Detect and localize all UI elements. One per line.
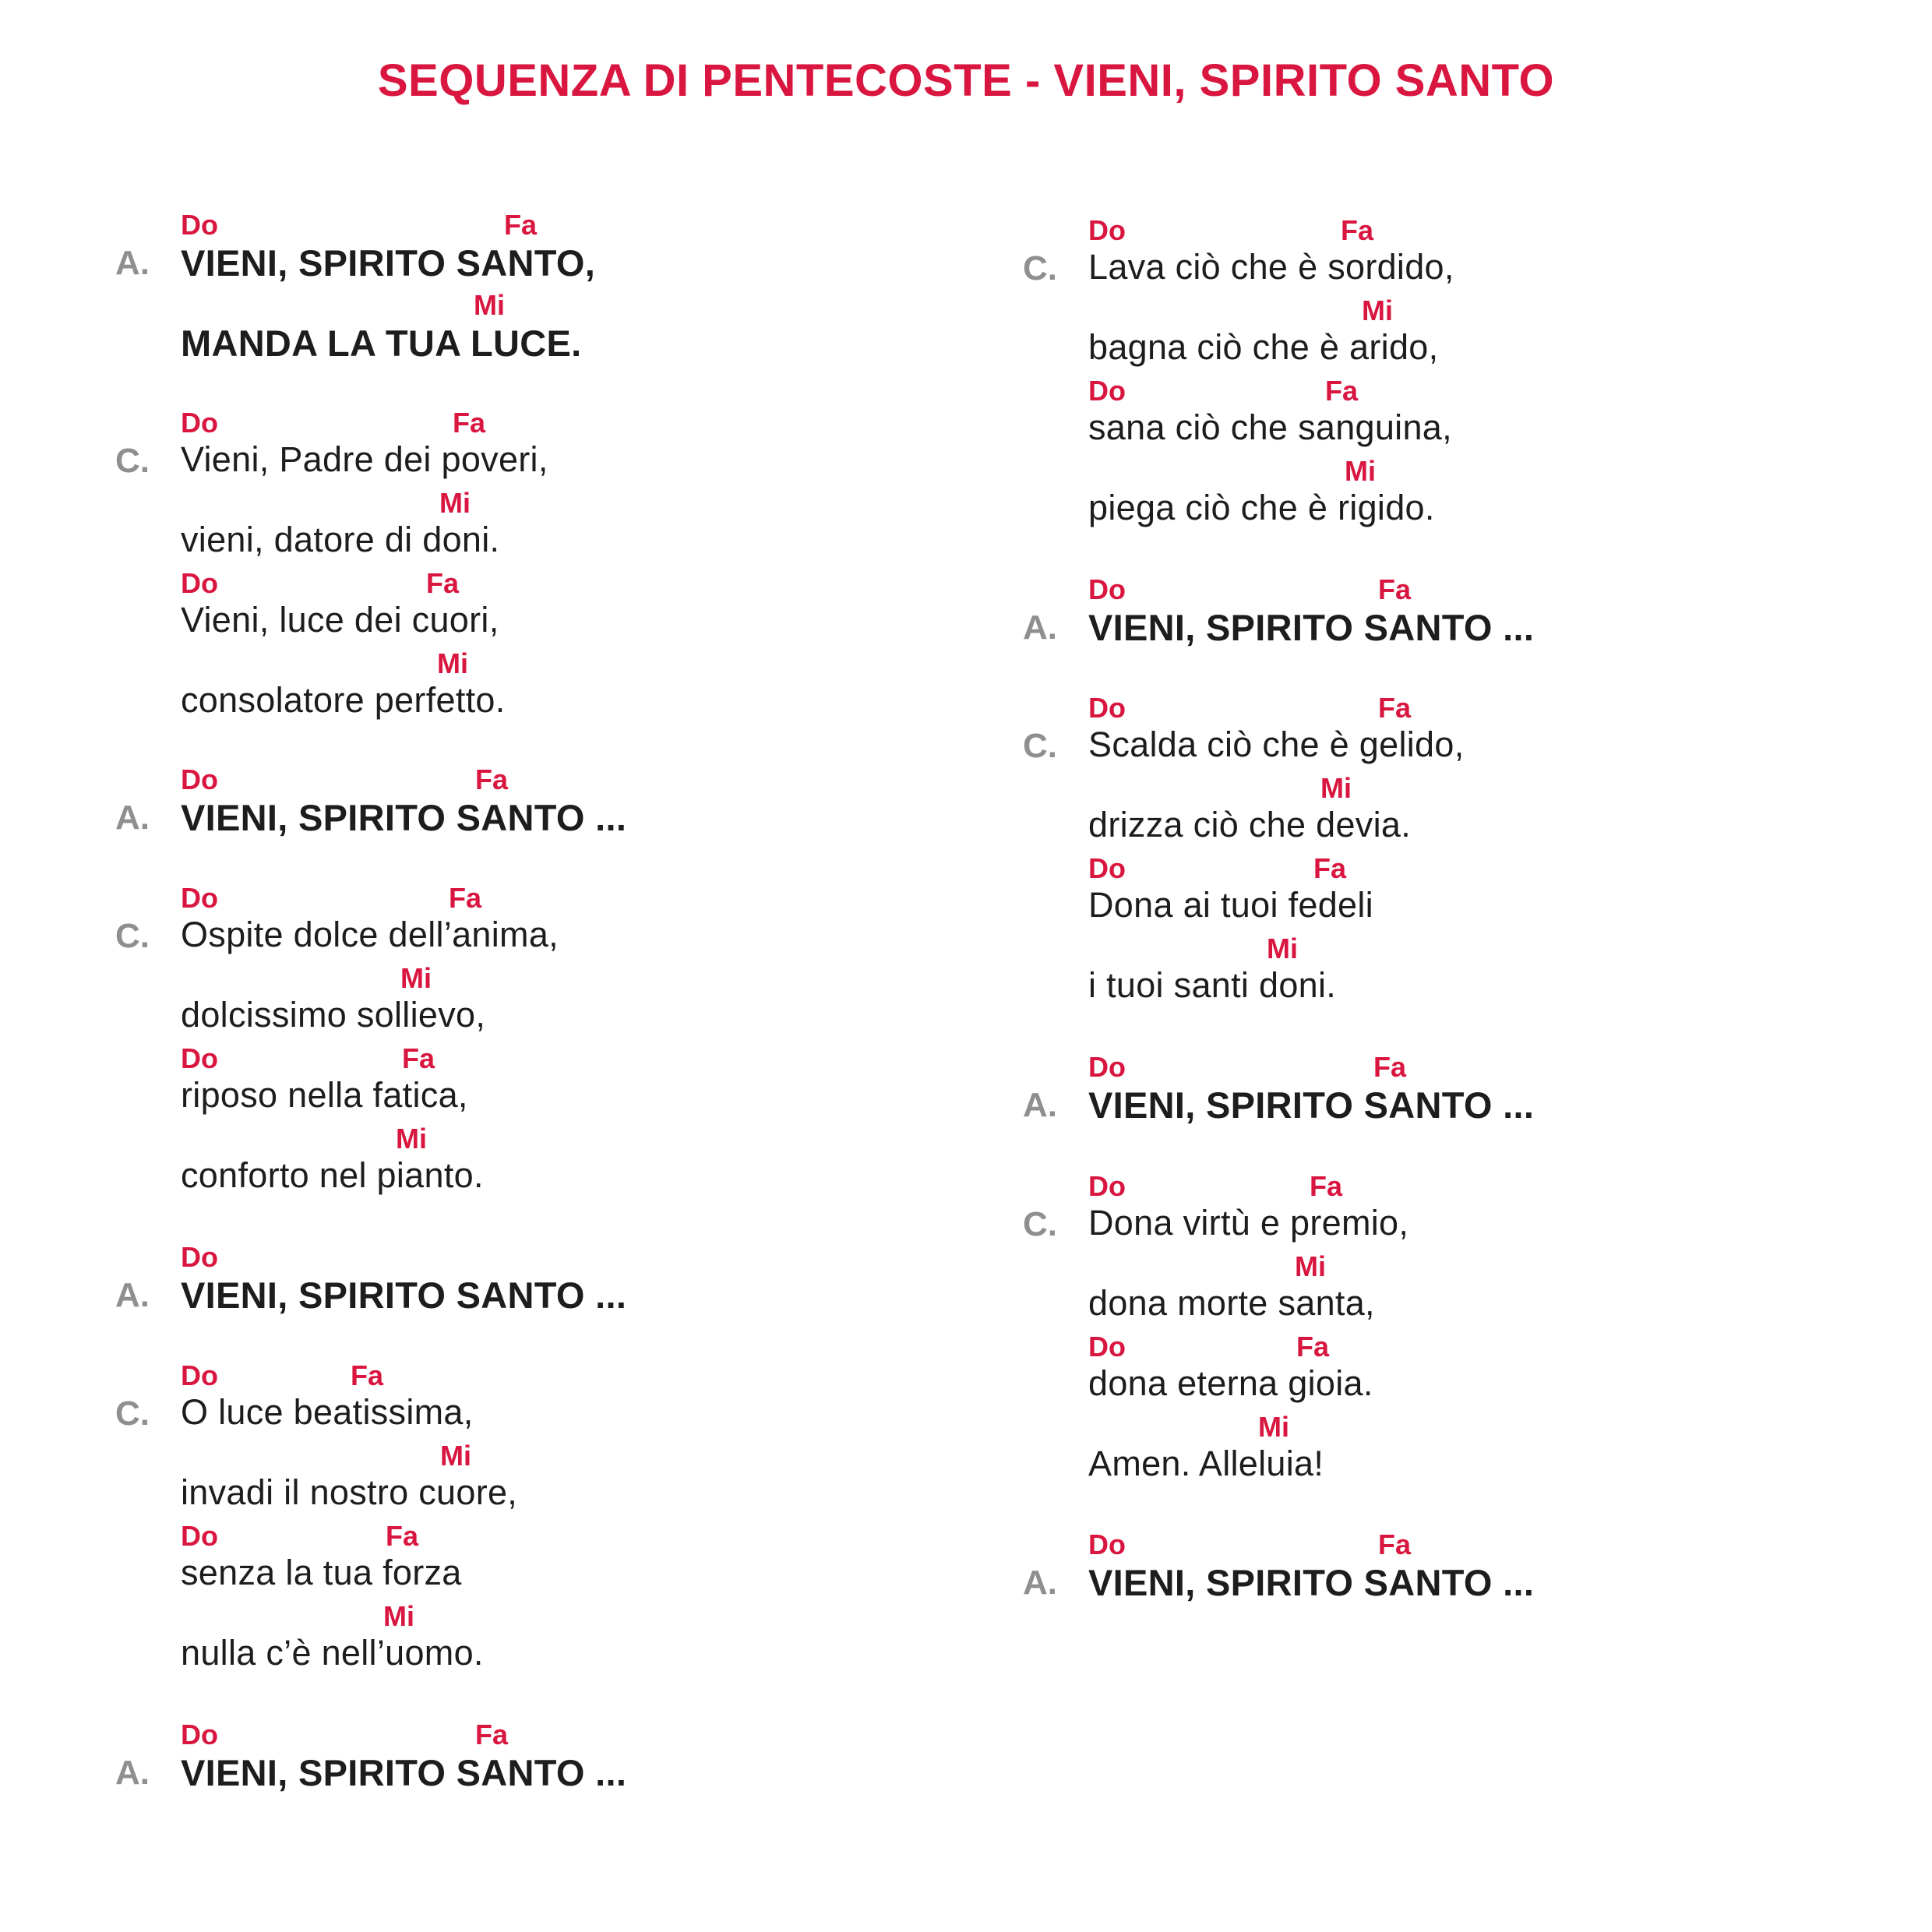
chord-do: Do	[181, 1719, 218, 1750]
chord-do: Do	[1088, 852, 1126, 884]
chord-fa: Fa	[1341, 214, 1374, 246]
chord-mi: Mi	[1320, 772, 1352, 804]
chord-do: Do	[181, 407, 218, 439]
verse-text: vieni, datore di doni.	[181, 520, 500, 559]
chord-row	[1088, 1051, 1867, 1082]
chord-do: Do	[181, 882, 218, 914]
verse-block	[908, 1170, 1842, 1483]
chord-mi: Mi	[1295, 1250, 1326, 1282]
chord-mi: Mi	[1258, 1411, 1289, 1443]
chord-row	[1088, 772, 1867, 803]
cantor-role-label: C.	[1023, 727, 1057, 765]
chord-fa: Fa	[1378, 692, 1412, 724]
cantor-role-label: C.	[115, 1394, 150, 1433]
chord-row	[181, 763, 960, 795]
chord-fa: Fa	[504, 209, 538, 241]
chord-row	[1088, 294, 1867, 326]
verse-block	[0, 209, 935, 388]
chord-mi: Mi	[400, 962, 432, 994]
verse-block	[908, 214, 1842, 527]
chord-row	[1088, 692, 1867, 723]
lyric-line	[181, 1241, 960, 1321]
cantor-role-label: C.	[1023, 249, 1057, 287]
chord-row	[181, 487, 960, 518]
chord-fa: Fa	[1373, 1051, 1407, 1083]
verse-block	[0, 1719, 935, 1898]
assembly-role-label: A.	[115, 1276, 150, 1314]
chord-do: Do	[181, 1042, 218, 1074]
chord-row	[181, 567, 960, 598]
chord-row	[181, 289, 960, 320]
chord-row	[181, 962, 960, 993]
chord-fa: Fa	[1296, 1331, 1330, 1363]
chord-mi: Mi	[437, 647, 468, 679]
refrain-text: VIENI, SPIRITO SANTO ...	[1088, 1562, 1535, 1603]
lyric-line	[1088, 1250, 1867, 1331]
lyric-line	[181, 763, 960, 844]
assembly-role-label: A.	[115, 799, 150, 837]
chord-do: Do	[181, 209, 218, 241]
verse-text: Vieni, Padre dei poveri,	[181, 439, 548, 479]
chord-row	[181, 882, 960, 913]
chord-row	[1088, 375, 1867, 406]
chord-row	[181, 1600, 960, 1631]
lyric-line	[1088, 933, 1867, 1013]
chord-row	[181, 1359, 960, 1391]
verse-text: consolatore perfetto.	[181, 680, 506, 720]
chord-fa: Fa	[453, 407, 486, 439]
chord-fa: Fa	[1310, 1170, 1343, 1202]
verse-block	[0, 407, 935, 720]
chord-row	[1088, 214, 1867, 245]
lyric-line	[181, 567, 960, 647]
verse-text: dolcissimo sollievo,	[181, 995, 486, 1035]
lyric-line	[1088, 214, 1867, 294]
verse-text: sana ciò che sanguina,	[1088, 407, 1452, 447]
chord-mi: Mi	[1267, 933, 1298, 964]
lyric-line	[1088, 692, 1867, 772]
verse-text: Scalda ciò che è gelido,	[1088, 724, 1465, 764]
chord-do: Do	[1088, 214, 1126, 246]
chord-do: Do	[181, 1241, 218, 1273]
chord-mi: Mi	[440, 1440, 471, 1472]
chord-do: Do	[1088, 573, 1126, 605]
lyric-line	[1088, 1528, 1867, 1609]
chord-fa: Fa	[449, 882, 482, 914]
verse-block	[908, 692, 1842, 1005]
chord-row	[1088, 455, 1867, 486]
refrain-text: VIENI, SPIRITO SANTO ...	[181, 1752, 627, 1793]
lyric-line	[181, 1719, 960, 1799]
verse-block	[0, 1359, 935, 1673]
lyric-line	[181, 1600, 960, 1680]
chord-row	[1088, 933, 1867, 964]
verse-text: dona morte santa,	[1088, 1283, 1375, 1323]
chord-row	[181, 1042, 960, 1074]
lyric-line	[181, 882, 960, 962]
chord-mi: Mi	[383, 1600, 414, 1632]
chord-mi: Mi	[396, 1123, 427, 1155]
refrain-text: MANDA LA TUA LUCE.	[181, 323, 582, 364]
assembly-role-label: A.	[1023, 1564, 1057, 1602]
refrain-text: VIENI, SPIRITO SANTO ...	[1088, 607, 1535, 648]
lyric-line	[1088, 1051, 1867, 1131]
lyric-line	[181, 209, 960, 289]
chord-row	[181, 647, 960, 679]
lyric-line	[1088, 1331, 1867, 1411]
lyric-line	[181, 407, 960, 487]
chord-row	[1088, 1170, 1867, 1201]
chord-row	[1088, 1411, 1867, 1442]
chord-row	[181, 1123, 960, 1154]
chord-fa: Fa	[475, 763, 509, 795]
chord-fa: Fa	[1378, 573, 1412, 605]
chord-do: Do	[1088, 1528, 1126, 1560]
verse-text: riposo nella fatica,	[181, 1075, 468, 1115]
chord-do: Do	[181, 1359, 218, 1391]
lyric-line	[181, 1440, 960, 1520]
verse-text: Dona ai tuoi fedeli	[1088, 885, 1373, 925]
verse-text: Ospite dolce dell’anima,	[181, 915, 559, 954]
chord-do: Do	[1088, 1170, 1126, 1202]
verse-text: Vieni, luce dei cuori,	[181, 600, 499, 640]
verse-text: piega ciò che è rigido.	[1088, 488, 1435, 527]
assembly-role-label: A.	[115, 244, 150, 282]
lyric-line	[1088, 375, 1867, 455]
chord-row	[181, 1719, 960, 1750]
chord-fa: Fa	[1325, 375, 1359, 407]
chord-do: Do	[1088, 692, 1126, 724]
chord-mi: Mi	[1345, 455, 1376, 487]
lyric-line	[1088, 294, 1867, 375]
verse-text: Amen. Alleluia!	[1088, 1444, 1324, 1483]
chord-row	[1088, 1250, 1867, 1282]
chord-row	[1088, 1331, 1867, 1362]
chord-do: Do	[1088, 375, 1126, 407]
verse-text: conforto nel pianto.	[181, 1155, 484, 1195]
lyric-line	[1088, 1411, 1867, 1491]
chord-row	[1088, 852, 1867, 883]
verse-block	[908, 1528, 1842, 1708]
chord-mi: Mi	[439, 487, 471, 519]
chord-row	[1088, 573, 1867, 605]
chord-do: Do	[181, 1520, 218, 1552]
refrain-text: VIENI, SPIRITO SANTO ...	[181, 1274, 627, 1316]
lyric-line	[1088, 455, 1867, 535]
cantor-role-label: C.	[115, 917, 150, 955]
lyric-line	[1088, 573, 1867, 654]
refrain-text: VIENI, SPIRITO SANTO ...	[1088, 1084, 1535, 1126]
lyric-line	[181, 1359, 960, 1440]
chord-fa: Fa	[386, 1520, 419, 1552]
verse-text: i tuoi santi doni.	[1088, 965, 1337, 1005]
verse-text: Dona virtù e premio,	[1088, 1203, 1409, 1243]
lyric-line	[181, 1042, 960, 1123]
cantor-role-label: C.	[1023, 1205, 1057, 1243]
verse-text: Lava ciò che è sordido,	[1088, 247, 1454, 287]
verse-text: dona eterna gioia.	[1088, 1363, 1373, 1403]
lyric-line	[181, 647, 960, 728]
verse-text: bagna ciò che è arido,	[1088, 327, 1439, 367]
lyric-line	[181, 1520, 960, 1600]
lyric-line	[181, 289, 960, 369]
chord-mi: Mi	[474, 289, 505, 321]
chord-fa: Fa	[475, 1719, 509, 1750]
verse-text: senza la tua forza	[181, 1553, 462, 1592]
verse-text: nulla c’è nell’uomo.	[181, 1633, 484, 1673]
lyric-line	[181, 962, 960, 1042]
chord-do: Do	[181, 567, 218, 599]
verse-text: invadi il nostro cuore,	[181, 1472, 518, 1512]
chord-row	[181, 1520, 960, 1551]
page-title: SEQUENZA DI PENTECOSTE - VIENI, SPIRITO SANTO	[377, 55, 1555, 106]
chord-row	[1088, 1528, 1867, 1560]
assembly-role-label: A.	[1023, 608, 1057, 647]
refrain-text: VIENI, SPIRITO SANTO ...	[181, 797, 627, 838]
refrain-text: VIENI, SPIRITO SANTO,	[181, 242, 596, 284]
chord-fa: Fa	[1378, 1528, 1412, 1560]
chord-fa: Fa	[426, 567, 460, 599]
assembly-role-label: A.	[115, 1754, 150, 1792]
chord-fa: Fa	[1313, 852, 1347, 884]
chord-fa: Fa	[351, 1359, 384, 1391]
chord-row	[181, 209, 960, 240]
chord-fa: Fa	[402, 1042, 435, 1074]
assembly-role-label: A.	[1023, 1086, 1057, 1124]
lyric-line	[1088, 852, 1867, 933]
chord-row	[181, 407, 960, 438]
lyric-line	[1088, 1170, 1867, 1250]
verse-text: drizza ciò che devia.	[1088, 805, 1412, 844]
chord-do: Do	[181, 763, 218, 795]
cantor-role-label: C.	[115, 442, 150, 480]
chord-row	[181, 1440, 960, 1471]
lyric-line	[181, 487, 960, 567]
verse-block	[0, 882, 935, 1195]
lyric-line	[181, 1123, 960, 1203]
chord-mi: Mi	[1362, 294, 1393, 326]
lyric-line	[1088, 772, 1867, 852]
chord-do: Do	[1088, 1051, 1126, 1083]
chord-do: Do	[1088, 1331, 1126, 1363]
chord-row	[181, 1241, 960, 1272]
verse-text: O luce beatissima,	[181, 1392, 474, 1432]
